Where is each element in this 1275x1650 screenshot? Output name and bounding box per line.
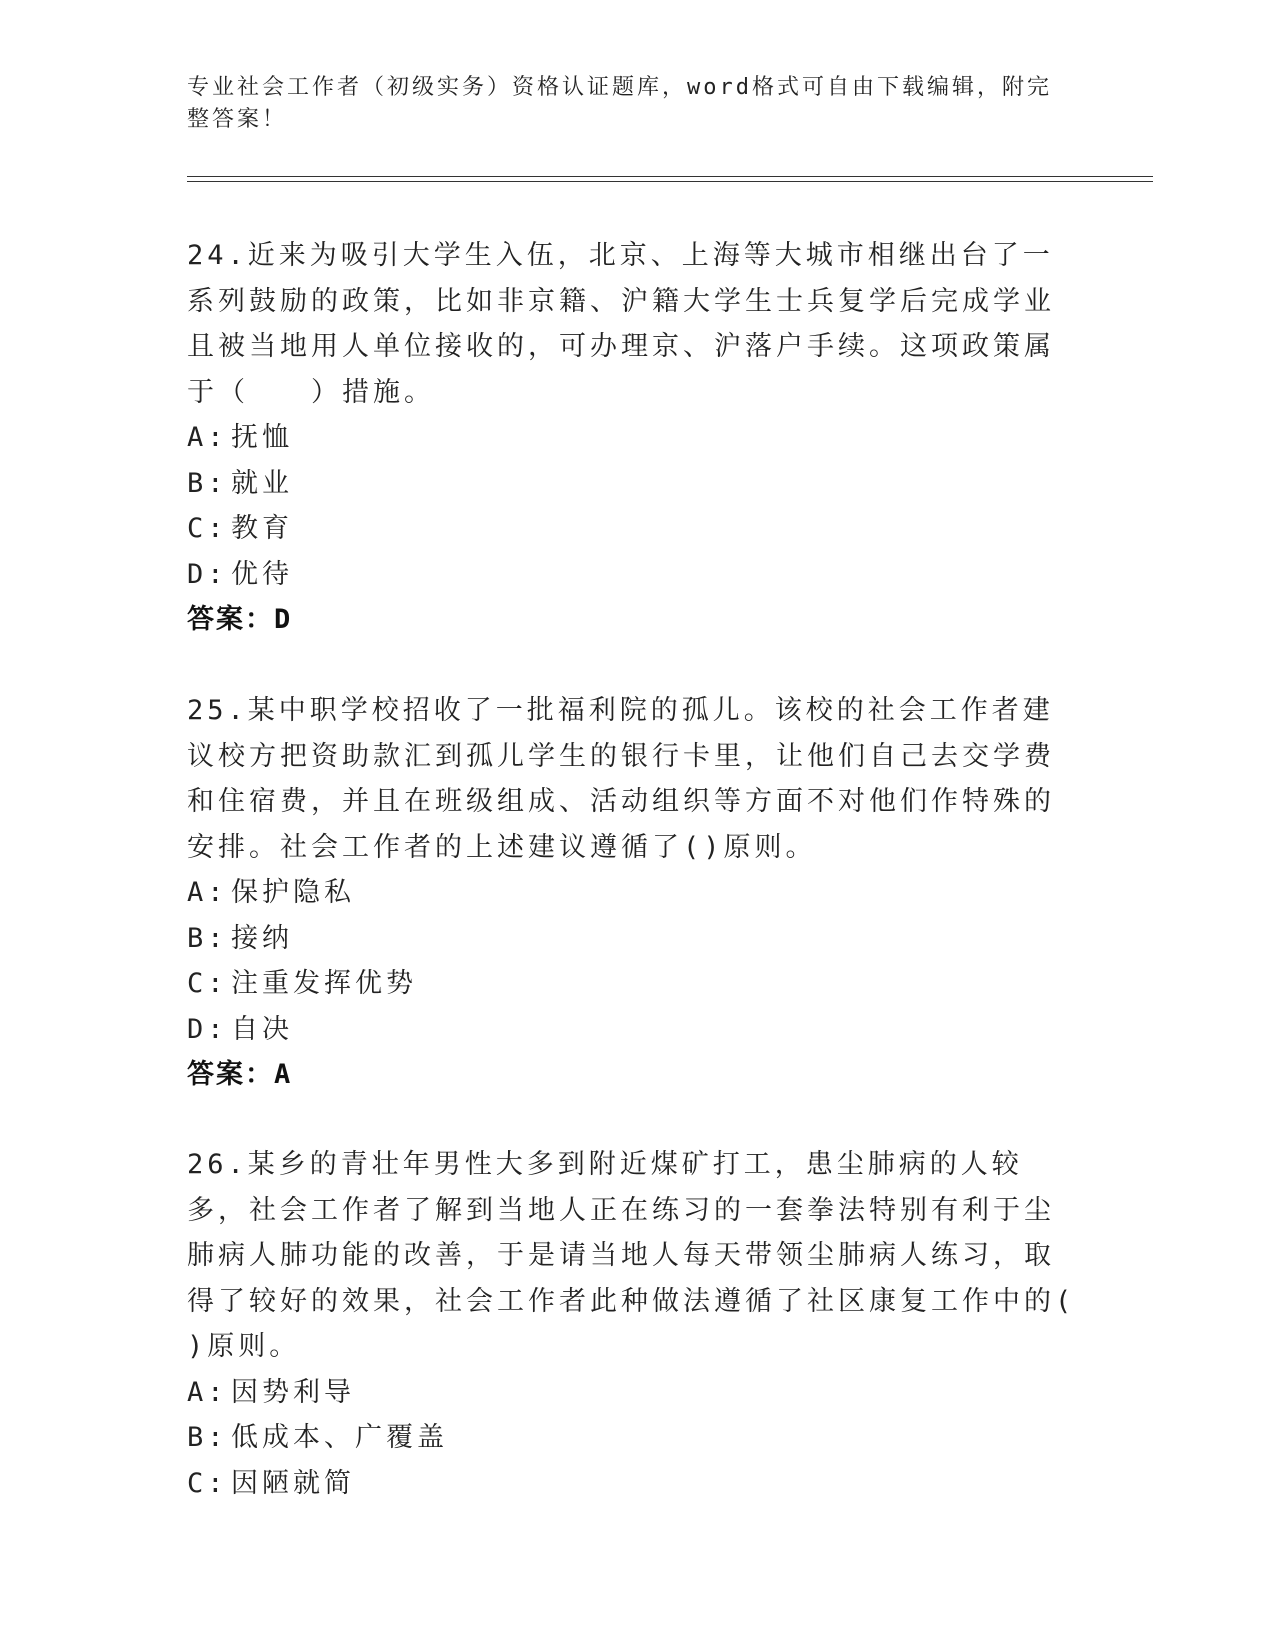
option-letter: B: — [187, 1422, 228, 1453]
option-d — [187, 1007, 1077, 1053]
answer-line: 答案：D — [187, 604, 293, 635]
option-text: 自决 — [231, 1013, 293, 1045]
question-stem: 26.某乡的青壮年男性大多到附近煤矿打工，患尘肺病的人较多，社会工作者了解到当地人正在练习的一套拳法特别有利于尘肺病人肺功能的改善，于是请当地人每天带领尘肺病人练习，取得了较好的效果，社会工作者此种做法遵循了社区康复工作中的( )原则。 — [187, 1149, 1076, 1362]
option-text: 因势利导 — [231, 1376, 355, 1408]
question-26 — [187, 1142, 1077, 1506]
option-text: 因陋就简 — [231, 1467, 355, 1499]
option-letter: C: — [187, 513, 228, 544]
option-b — [187, 916, 1077, 962]
option-b — [187, 1415, 1077, 1461]
answer-line: 答案：A — [187, 1059, 293, 1090]
question-stem: 25.某中职学校招收了一批福利院的孤儿。该校的社会工作者建议校方把资助款汇到孤儿学生的银行卡里，让他们自己去交学费和住宿费，并且在班级组成、活动组织等方面不对他们作特殊的安排。社会工作者的上述建议遵循了()原则。 — [187, 695, 1055, 863]
option-d — [187, 552, 1077, 598]
option-text: 注重发挥优势 — [231, 968, 417, 999]
option-letter: C: — [187, 1467, 228, 1499]
option-text: 保护隐私 — [231, 877, 355, 908]
option-c — [187, 961, 1077, 1007]
option-text: 低成本、广覆盖 — [231, 1422, 448, 1453]
option-c — [187, 506, 1077, 552]
option-letter: D: — [187, 1013, 228, 1045]
option-letter: C: — [187, 968, 228, 999]
option-letter: A: — [187, 1376, 228, 1408]
option-letter: B: — [187, 922, 228, 954]
option-letter: A: — [187, 877, 228, 908]
option-a — [187, 415, 1077, 461]
option-b — [187, 461, 1077, 507]
question-25 — [187, 688, 1077, 1098]
question-24 — [187, 233, 1077, 643]
option-a — [187, 870, 1077, 916]
option-text: 就业 — [231, 467, 293, 499]
option-letter: A: — [187, 422, 228, 453]
header-rule-bottom — [187, 181, 1153, 182]
option-letter: B: — [187, 467, 228, 499]
option-text: 教育 — [231, 513, 293, 544]
question-stem: 24.近来为吸引大学生入伍，北京、上海等大城市相继出台了一系列鼓励的政策，比如非京籍、沪籍大学生士兵复学后完成学业且被当地用人单位接收的，可办理京、沪落户手续。这项政策属于（ ）措施。 — [187, 240, 1055, 408]
option-a — [187, 1370, 1077, 1416]
page-header: 专业社会工作者（初级实务）资格认证题库，word格式可自由下载编辑，附完整答案！ — [187, 75, 1052, 132]
option-c — [187, 1461, 1077, 1507]
option-text: 抚恤 — [231, 422, 293, 453]
header-rule-top — [187, 176, 1153, 177]
option-letter: D: — [187, 558, 228, 590]
option-text: 优待 — [231, 558, 293, 590]
option-text: 接纳 — [231, 922, 293, 954]
